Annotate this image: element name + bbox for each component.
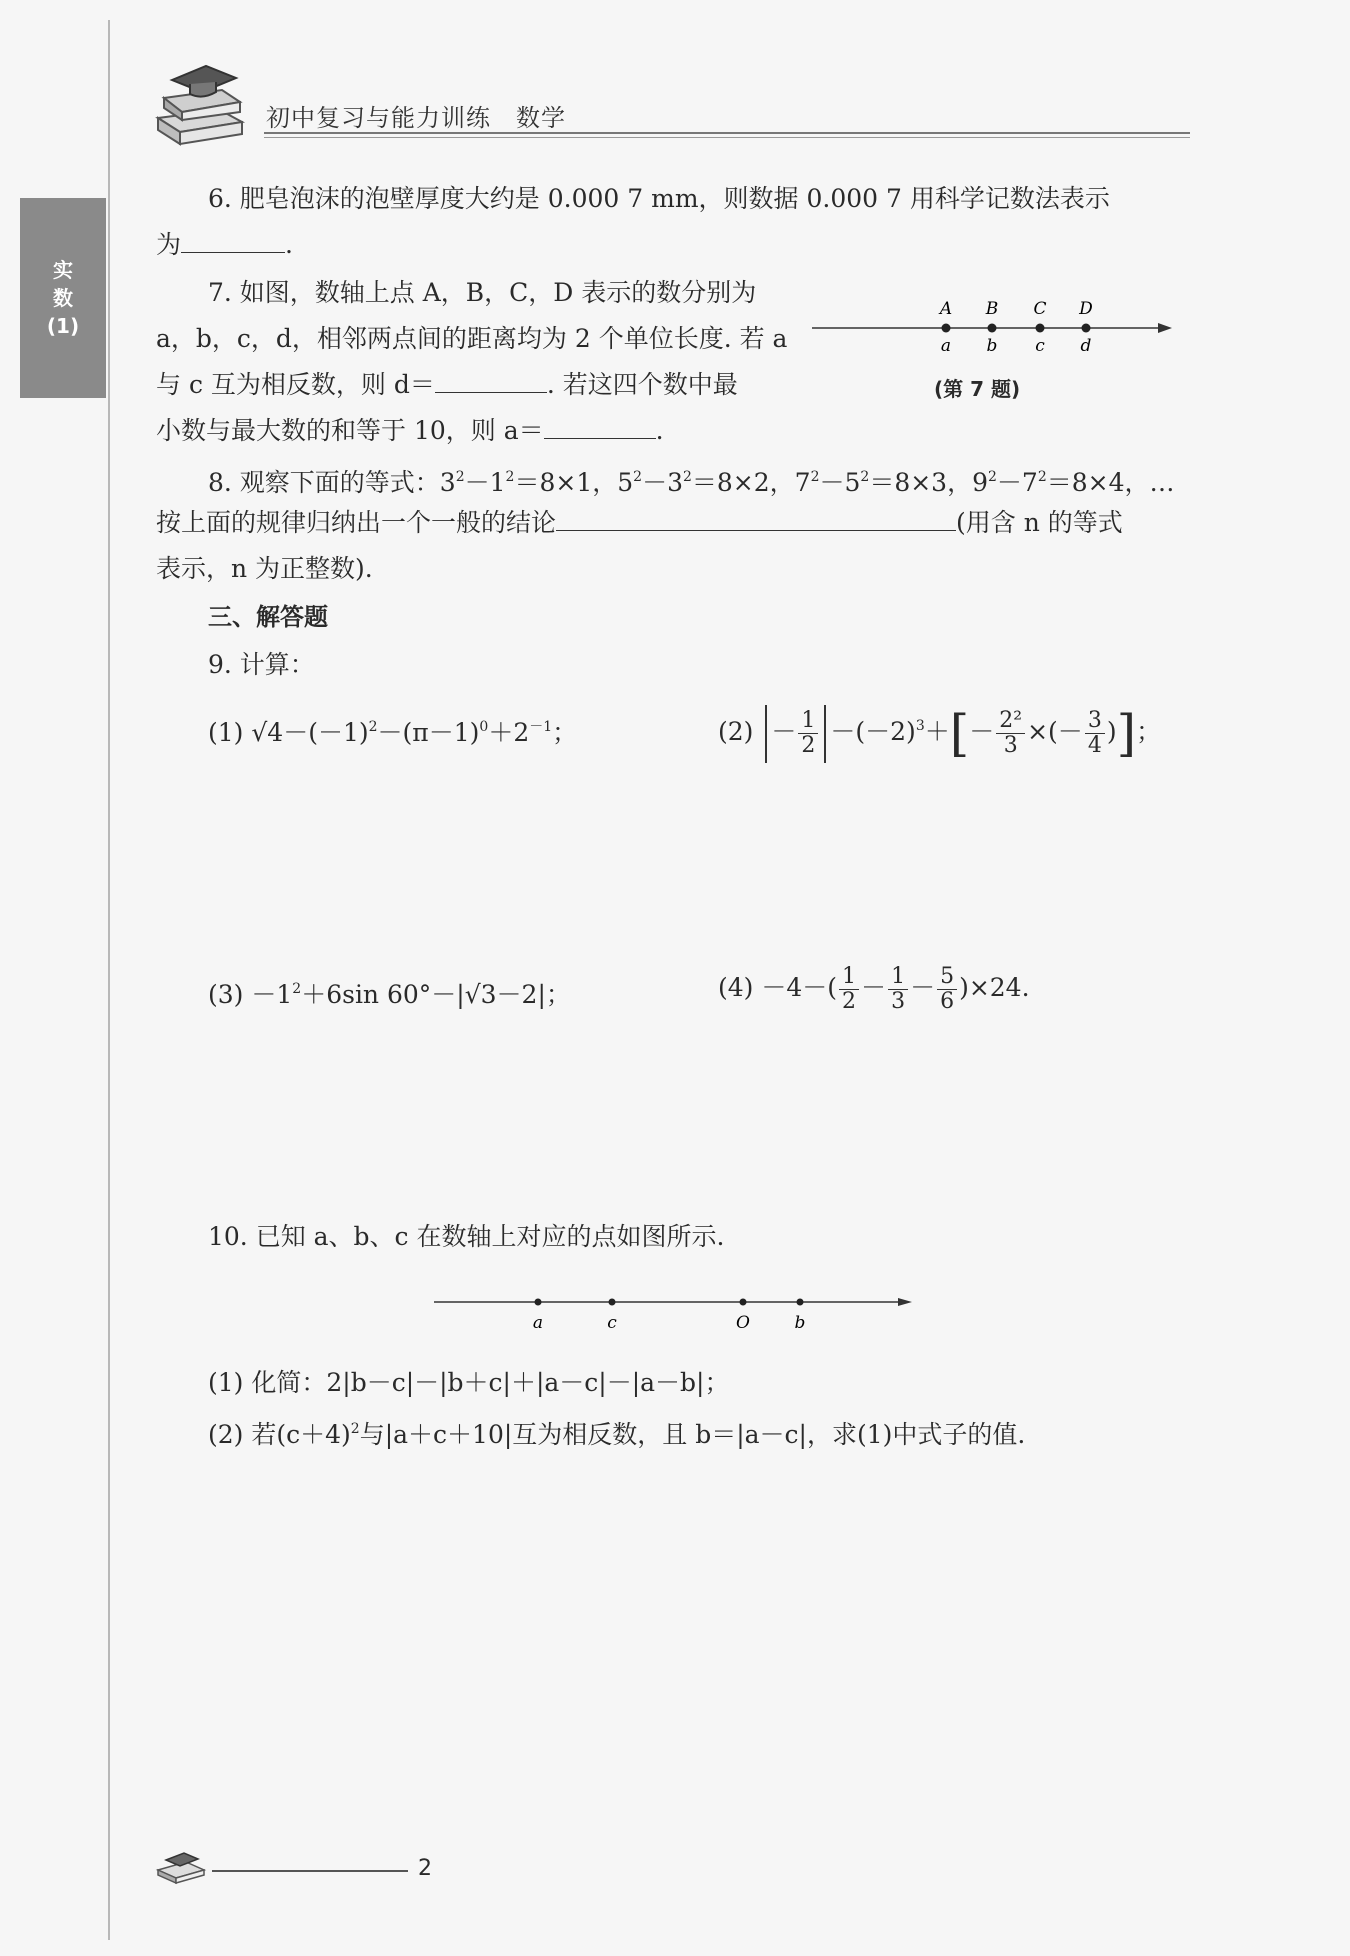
q9-p4-expr-a: －4－(: [761, 973, 838, 1002]
q9-part3: [208, 972, 571, 1012]
q10-number-line: [430, 1286, 920, 1336]
abs-bar: [824, 705, 826, 763]
q10-p2-sup: 2: [350, 1421, 360, 1437]
q9-p2-plus: ＋: [924, 717, 950, 746]
margin-line: [108, 20, 110, 1940]
fraction: [1085, 709, 1105, 758]
q7-line4-suffix: .: [655, 416, 664, 445]
q7-label-d: d: [1080, 336, 1092, 356]
q8-text-a: 8. 观察下面的等式：3: [208, 468, 456, 497]
q7-label-C: C: [1033, 299, 1047, 319]
q7-label-a: a: [940, 336, 952, 356]
q7-line2: a，b，c，d，相邻两点间的距离均为 2 个单位长度. 若 a: [156, 324, 788, 353]
q7-line1: 7. 如图，数轴上点 A，B，C，D 表示的数分别为: [208, 278, 757, 307]
header-title: 初中复习与能力训练 数学: [266, 104, 566, 132]
q8-sup: 2: [455, 469, 465, 485]
fraction-num: 1: [839, 965, 859, 990]
fraction-den: 4: [1087, 733, 1102, 758]
q7-label-B: B: [985, 299, 999, 319]
q8-sup: 2: [682, 469, 692, 485]
q9-p2-end: ；: [1136, 717, 1162, 746]
section-title: 三、解答题: [208, 603, 328, 631]
q7-figure-caption: (第 7 题): [934, 377, 1021, 401]
q9-title: 9. 计算：: [208, 650, 315, 679]
q7-point-a: [942, 324, 951, 333]
q8-line2-suffix: (用含 n 的等式: [956, 508, 1123, 537]
chapter-tab: [20, 198, 106, 398]
q8-text-g: ＝8×3，9: [869, 468, 988, 497]
q7-point-d: [1082, 324, 1091, 333]
fraction-num: 3: [1085, 709, 1105, 734]
q9-p3-expr-a: －1: [251, 980, 293, 1009]
q9-p1-expr-b: －(π－1): [377, 718, 480, 747]
q10-part2: [208, 1412, 1025, 1452]
fraction-num: 2²: [996, 709, 1025, 734]
q9-p2-sup: 3: [915, 718, 925, 734]
fraction-den: 2: [801, 733, 816, 758]
q9-p1-expr-c: ＋2: [488, 718, 530, 747]
fraction: [996, 709, 1025, 758]
q7-number-line: [808, 296, 1178, 358]
q7-line3: [156, 368, 738, 402]
fraction-num: 5: [937, 965, 957, 990]
footer-rule: [212, 1870, 408, 1872]
q9-p3-sup: 2: [292, 981, 302, 997]
q8-text-c: ＝8×1，5: [514, 468, 634, 497]
q6-line2: [156, 228, 293, 262]
fraction-den: 3: [891, 989, 906, 1014]
header-rule: [264, 132, 1190, 134]
q7-line4-prefix: 小数与最大数的和等于 10，则 a＝: [156, 416, 544, 445]
q10-p2-text-b: 与|a＋c＋10|互为相反数，且 b＝|a－c|，求(1)中式子的值.: [359, 1420, 1026, 1449]
q10-title: 10. 已知 a、b、c 在数轴上对应的点如图所示.: [208, 1222, 725, 1251]
q7-point-c: [1036, 324, 1045, 333]
q7-line3-prefix: 与 c 互为相反数，则 d＝: [156, 370, 435, 399]
q9-p1-sup: 2: [368, 719, 378, 735]
q10-point-b: [797, 1299, 804, 1306]
q6-answer-blank[interactable]: [181, 228, 285, 253]
q7-line4: [156, 414, 664, 448]
q7-label-c: c: [1035, 336, 1045, 356]
fraction-den: 2: [842, 989, 857, 1014]
q9-p2-minus: －: [969, 717, 995, 746]
q8-line2-prefix: 按上面的规律归纳出一个一般的结论: [156, 508, 557, 537]
q6-line2-prefix: 为: [156, 230, 182, 259]
q9-part1: [208, 710, 577, 750]
q8-line2: [156, 506, 1123, 540]
q8-line1: [208, 460, 1175, 500]
q9-p2-times: ×(－: [1027, 717, 1083, 746]
q9-p2-minus: －: [771, 717, 797, 746]
fraction-den: 3: [1003, 733, 1018, 758]
fraction-num: 1: [798, 709, 818, 734]
fraction: [888, 965, 908, 1014]
q6-line2-suffix: .: [285, 230, 293, 259]
q9-p4-expr-b: )×24.: [959, 973, 1030, 1002]
q8-sup: 2: [1037, 469, 1047, 485]
q10-label-a: a: [532, 1313, 544, 1333]
q8-sup: 2: [505, 469, 515, 485]
left-bracket-icon: [: [949, 704, 970, 763]
fraction-num: 1: [888, 965, 908, 990]
q8-sup: 2: [987, 469, 997, 485]
page-number: 2: [418, 1856, 432, 1881]
q8-text-e: ＝8×2，7: [691, 468, 811, 497]
header-rule-thin: [264, 137, 1190, 138]
q10-axis-arrow-icon: [898, 1298, 912, 1306]
q10-part1: (1) 化简：2|b－c|－|b＋c|＋|a－c|－|a－b|；: [208, 1368, 730, 1397]
books-logo-icon: [150, 60, 250, 150]
q7-label-A: A: [939, 299, 953, 319]
q9-p4-label: (4): [718, 973, 754, 1002]
q10-label-O: O: [736, 1313, 750, 1333]
chapter-tab-line1: 实: [53, 258, 73, 282]
q7-answer-blank-d[interactable]: [435, 368, 547, 393]
q10-point-a: [535, 1299, 542, 1306]
q8-sup: 2: [810, 469, 820, 485]
q9-p2-close: ): [1106, 717, 1117, 746]
q9-part2: [718, 694, 1161, 764]
q7-answer-blank-a[interactable]: [544, 414, 656, 439]
q9-part4: [718, 956, 1030, 1020]
q6-line1: 6. 肥皂泡沫的泡壁厚度大约是 0.000 7 mm，则数据 0.000 7 用科学记数法表示: [208, 184, 1110, 213]
fraction: [937, 965, 957, 1014]
q8-answer-blank[interactable]: [556, 506, 956, 531]
q7-axis-arrow-icon: [1158, 323, 1172, 333]
q9-p3-expr-b: ＋6sin 60°－|√3－2|；: [301, 980, 571, 1009]
fraction-den: 6: [940, 989, 955, 1014]
q8-text-d: －3: [642, 468, 683, 497]
q7-line3-suffix: . 若这四个数中最: [546, 370, 738, 399]
q8-text-i: ＝8×4，…: [1046, 468, 1175, 497]
q9-p3-label: (3): [208, 980, 244, 1009]
q8-text-f: －5: [819, 468, 861, 497]
q9-p4-minus: －: [910, 973, 936, 1002]
chapter-tab-line3: (1): [46, 314, 80, 338]
footer-books-icon: [152, 1848, 212, 1888]
q9-p4-minus: －: [861, 973, 887, 1002]
q10-label-b: b: [794, 1313, 806, 1333]
q10-label-c: c: [607, 1313, 617, 1333]
q9-p1-expr-d: ；: [552, 718, 578, 747]
q9-p2-label: (2): [718, 717, 754, 746]
q8-sup: 2: [633, 469, 643, 485]
q10-p2-text-a: (2) 若(c＋4): [208, 1420, 351, 1449]
q9-p1-sup: －1: [529, 719, 553, 735]
q10-point-c: [609, 1299, 616, 1306]
q8-line3: 表示，n 为正整数).: [156, 554, 373, 583]
q9-p1-sup: 0: [479, 719, 489, 735]
q7-label-b: b: [986, 336, 998, 356]
q8-text-h: －7: [996, 468, 1038, 497]
chapter-tab-line2: 数: [53, 286, 73, 310]
fraction: [839, 965, 859, 1014]
q10-point-O: [740, 1299, 747, 1306]
q8-sup: 2: [860, 469, 870, 485]
q8-text-b: －1: [464, 468, 506, 497]
q7-label-D: D: [1079, 299, 1093, 319]
q9-p1-expr-a: √4－(－1): [251, 718, 369, 747]
abs-bar: [765, 705, 767, 763]
right-bracket-icon: ]: [1116, 704, 1137, 763]
fraction: [798, 709, 818, 758]
q9-p2-mid: －(－2): [830, 717, 916, 746]
q9-p1-label: (1): [208, 718, 244, 747]
q7-point-b: [988, 324, 997, 333]
